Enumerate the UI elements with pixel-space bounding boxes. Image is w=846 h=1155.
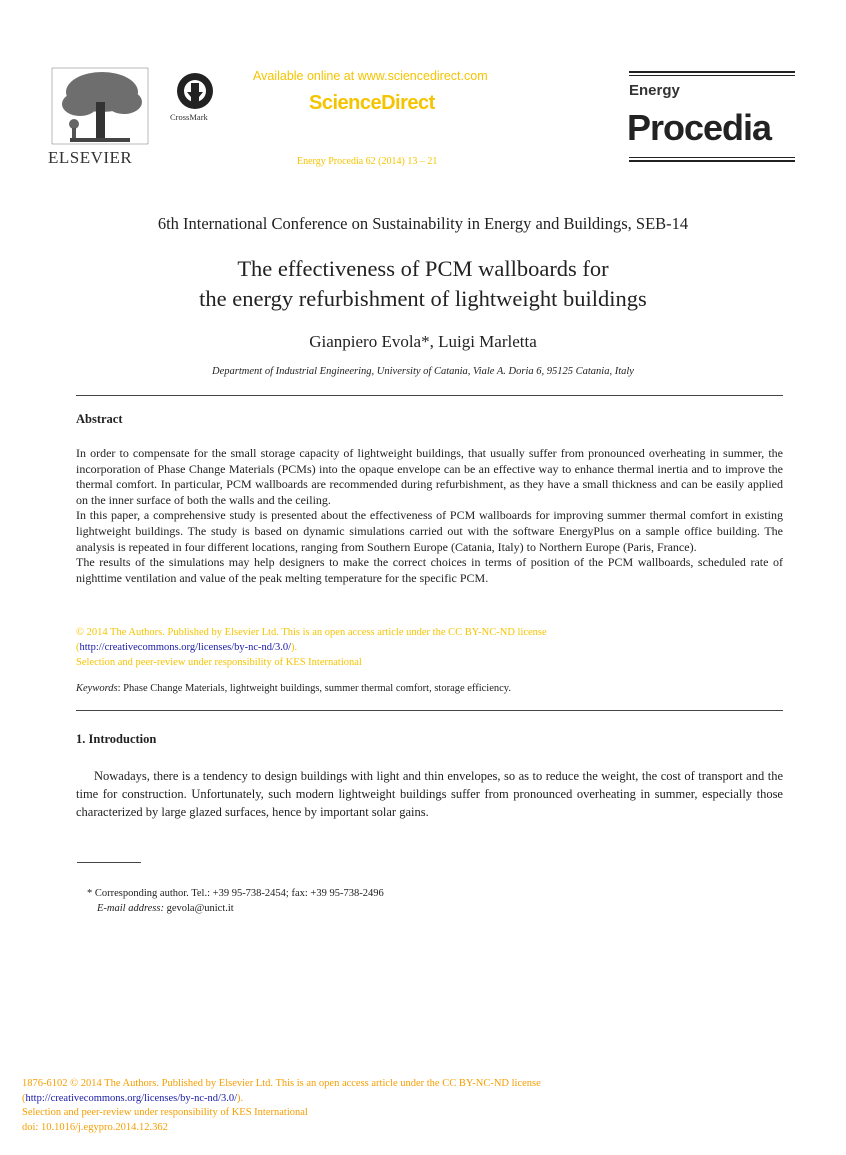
paper-title-line-2: the energy refurbishment of lightweight buildings xyxy=(199,286,647,311)
journal-energy-word: Energy xyxy=(629,82,680,99)
sciencedirect-logo[interactable]: ScienceDirect xyxy=(309,92,435,114)
conference-name: 6th International Conference on Sustainability in Energy and Buildings, SEB-14 xyxy=(157,214,689,233)
bottom-license-line: Selection and peer-review under responsibility of KES International xyxy=(22,1107,308,1118)
divider xyxy=(76,710,783,711)
bottom-paren: ). xyxy=(237,1092,244,1104)
footnote-divider xyxy=(77,862,141,863)
paper-title-line-1: The effectiveness of PCM wallboards for xyxy=(237,256,609,281)
license-url-line xyxy=(76,640,547,655)
license-line: © 2014 The Authors. Published by Elsevier Ltd. This is an open access article under the CC BY-NC-ND license xyxy=(76,627,547,638)
journal-reference: Energy Procedia 62 (2014) 13 – 21 xyxy=(297,156,438,167)
logo-rule xyxy=(629,160,795,162)
license-notice xyxy=(76,625,547,670)
email-address[interactable]: gevola@unict.it xyxy=(163,903,234,914)
abstract-paragraph: The results of the simulations may help designers to make the correct choices in terms of position of the PCM wallboards, scheduled rate of nighttime ventilation and value of the peak melting temperature for the specific PCM. xyxy=(76,555,783,585)
license-paren: ). xyxy=(291,642,298,653)
keywords xyxy=(76,683,511,694)
license-line: Selection and peer-review under responsibility of KES International xyxy=(76,657,362,668)
affiliation: Department of Industrial Engineering, University of Catania, Viale A. Doria 6, 95125 Catania, Italy xyxy=(212,366,634,377)
crossmark-label: CrossMark xyxy=(170,112,208,122)
abstract-body xyxy=(76,446,783,586)
logo-rule xyxy=(629,75,795,76)
bottom-license-line: 1876-6102 © 2014 The Authors. Published by Elsevier Ltd. This is an open access article under the CC BY-NC-ND license xyxy=(22,1078,541,1089)
license-url-link[interactable]: http://creativecommons.org/licenses/by-nc-nd/3.0/ xyxy=(79,642,292,653)
footnote xyxy=(87,886,384,916)
section-heading: 1. Introduction xyxy=(76,732,157,746)
bottom-paren: ( xyxy=(22,1092,26,1104)
bottom-license-url-line xyxy=(22,1092,541,1107)
logo-rule xyxy=(629,71,795,73)
email-line xyxy=(87,901,384,916)
bottom-license-url-link[interactable]: http://creativecommons.org/licenses/by-nc-nd/3.0/ xyxy=(25,1092,238,1104)
journal-procedia-word: Procedia xyxy=(627,107,772,148)
publisher-name: ELSEVIER xyxy=(48,148,133,167)
bottom-license xyxy=(22,1077,541,1135)
section-body: Nowadays, there is a tendency to design buildings with light and thin envelopes, so as to reduce the weight, the cost of transport and the time for construction. Unfortunately, such modern lightweight buildings suffer from pronounced overheating in summer, especially those characterized by large glazed surfaces, hence by important solar gains. xyxy=(76,769,783,819)
corresponding-author: * Corresponding author. Tel.: +39 95-738-2454; fax: +39 95-738-2496 xyxy=(87,888,384,899)
keywords-label: Keywords xyxy=(76,683,118,694)
abstract-paragraph: In this paper, a comprehensive study is presented about the effectiveness of PCM wallboards for improving summer thermal comfort in existing lightweight buildings. The study is based on dynamic simulations carried out with the software EnergyPlus on a sample office building. The analysis is repeated in four different locations, ranging from Southern Europe (Catania, Italy) to Northern Europe (Paris, France). xyxy=(76,508,783,554)
abstract-heading: Abstract xyxy=(76,412,123,426)
doi[interactable]: doi: 10.1016/j.egypro.2014.12.362 xyxy=(22,1121,168,1133)
email-label: E-mail address: xyxy=(97,903,164,914)
abstract-paragraph: In order to compensate for the small storage capacity of lightweight buildings, that usually suffer from pronounced overheating in summer, the incorporation of Phase Change Materials (PCMs) into the opaque envelope can be an effective way to enhance thermal inertia and to improve the thermal comfort. In particular, PCM wallboards are recommended during refurbishment, as they have a small thickness and can be easily applied on the inner surface of both the walls and the ceiling. xyxy=(76,446,783,507)
divider xyxy=(76,395,783,396)
license-paren: ( xyxy=(76,642,80,653)
logo-rule xyxy=(629,157,795,158)
elsevier-tree-logo-icon xyxy=(50,66,150,158)
keywords-text: : Phase Change Materials, lightweight buildings, summer thermal comfort, storage efficiency. xyxy=(117,683,511,694)
author-list: Gianpiero Evola*, Luigi Marletta xyxy=(309,332,537,351)
crossmark-icon[interactable] xyxy=(176,72,214,110)
energy-procedia-logo xyxy=(629,71,795,163)
available-online-link[interactable]: Available online at www.sciencedirect.com xyxy=(253,69,488,83)
